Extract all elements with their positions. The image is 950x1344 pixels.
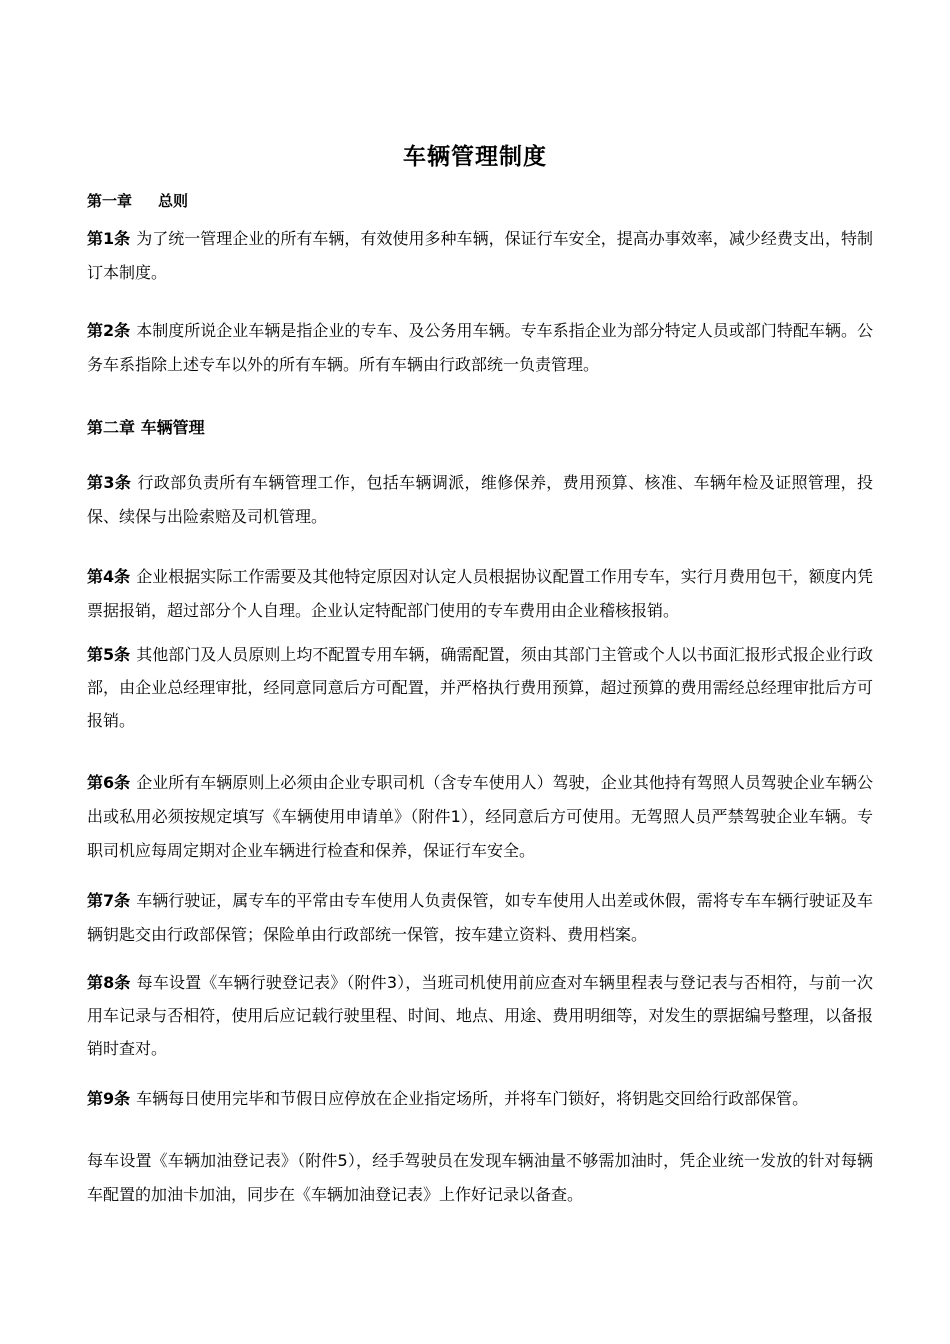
article-text: 企业所有车辆原则上必须由企业专职司机（含专车使用人）驾驶，企业其他持有驾照人员驾驶企业车辆公出或私用必须按规定填写《车辆使用申请单》（附件1），经同意后方可使用。无驾照人员严禁驾驶企业车辆。专职司机应每周定期对企业车辆进行检查和保养，保证行车安全。 — [87, 773, 873, 860]
article-3 — [87, 466, 873, 534]
article-label: 第3条 — [87, 473, 132, 492]
article-text: 每车设置《车辆行驶登记表》（附件3），当班司机使用前应查对车辆里程表与登记表与否相符，与前一次用车记录与否相符，使用后应记载行驶里程、时间、地点、用途、费用明细等，对发生的票据编号整理，以备报销时查对。 — [87, 973, 873, 1058]
article-text: 企业根据实际工作需要及其他特定原因对认定人员根据协议配置工作用专车，实行月费用包干，额度内凭票据报销，超过部分个人自理。企业认定特配部门使用的专车费用由企业稽核报销。 — [87, 567, 873, 620]
article-text: 行政部负责所有车辆管理工作，包括车辆调派，维修保养，费用预算、核准、车辆年检及证照管理，投保、续保与出险索赔及司机管理。 — [87, 473, 873, 526]
article-text: 车辆行驶证，属专车的平常由专车使用人负责保管，如专车使用人出差或休假，需将专车车辆行驶证及车辆钥匙交由行政部保管；保险单由行政部统一保管，按车建立资料、费用档案。 — [87, 891, 873, 944]
article-label: 第7条 — [87, 891, 131, 910]
chapter-1-name: 总则 — [158, 192, 189, 210]
article-label: 第2条 — [87, 321, 131, 340]
article-2 — [87, 314, 873, 382]
article-text: 本制度所说企业车辆是指企业的专车、及公务用车辆。专车系指企业为部分特定人员或部门特配车辆。公务车系指除上述专车以外的所有车辆。所有车辆由行政部统一负责管理。 — [87, 321, 873, 374]
article-7 — [87, 884, 873, 952]
document-title: 车辆管理制度 — [403, 143, 547, 170]
article-label: 第5条 — [87, 645, 131, 664]
chapter-1-number: 第一章 — [87, 192, 133, 210]
article-text: 其他部门及人员原则上均不配置专用车辆，确需配置，须由其部门主管或个人以书面汇报形式报企业行政部，由企业总经理审批，经同意同意后方可配置，并严格执行费用预算，超过预算的费用需经总经理审批后方可报销。 — [87, 645, 873, 730]
article-8 — [87, 966, 873, 1065]
article-label: 第4条 — [87, 567, 131, 586]
article-text: 为了统一管理企业的所有车辆，有效使用多种车辆，保证行车安全，提高办事效率，减少经费支出，特制订本制度。 — [87, 229, 873, 282]
article-text: 车辆每日使用完毕和节假日应停放在企业指定场所，并将车门锁好，将钥匙交回给行政部保管。 — [136, 1089, 809, 1108]
article-label: 第1条 — [87, 229, 131, 248]
article-9 — [87, 1082, 873, 1116]
article-4 — [87, 560, 873, 628]
article-label: 第9条 — [87, 1089, 131, 1108]
chapter-1-heading — [87, 190, 873, 211]
chapter-2-heading: 第二章 车辆管理 — [87, 418, 205, 437]
article-label: 第8条 — [87, 973, 131, 992]
article-label: 第6条 — [87, 773, 131, 792]
article-5 — [87, 638, 873, 737]
article-6 — [87, 766, 873, 868]
closing-paragraph: 每车设置《车辆加油登记表》（附件5），经手驾驶员在发现车辆油量不够需加油时，凭企业统一发放的针对每辆车配置的加油卡加油，同步在《车辆加油登记表》上作好记录以备查。 — [87, 1151, 873, 1204]
article-1 — [87, 222, 873, 290]
